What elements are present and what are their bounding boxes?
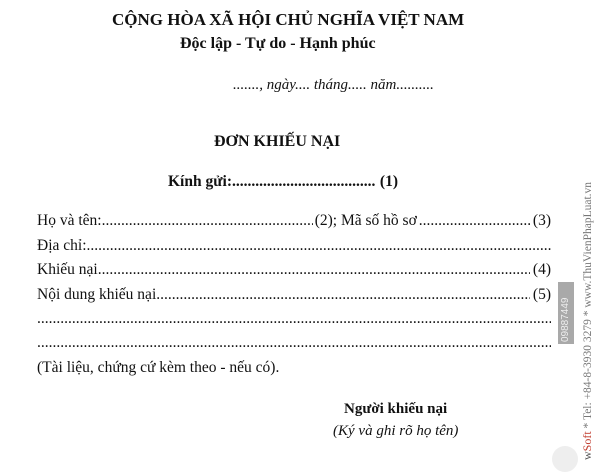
field-address[interactable] [37,237,551,257]
address-dots[interactable] [87,237,552,257]
watermark [580,182,595,460]
file-number-label: (2); Mã số hồ sơ [314,212,417,229]
note-3: (3) [532,212,551,229]
field-content[interactable] [37,286,551,306]
date-line: ......., ngày.... tháng..... năm.......... [233,77,434,93]
recipient-dots[interactable] [232,173,376,191]
content-label: Nội dung khiếu nại [37,286,157,303]
complaint-dots[interactable] [98,261,530,281]
content-line-extra-2[interactable] [37,334,551,354]
signature-note: (Ký và ghi rõ họ tên) [333,423,459,439]
field-name[interactable] [37,212,551,232]
name-label: Họ và tên: [37,212,102,229]
recipient-line [168,173,398,191]
document-title: ĐƠN KHIẾU NẠI [214,133,341,150]
address-label: Địa chỉ: [37,237,87,254]
attachments-note: (Tài liệu, chứng cứ kèm theo - nếu có). [37,359,280,376]
badge-number: 09887449 [560,297,571,342]
field-complaint[interactable] [37,261,551,281]
content-dots[interactable] [156,286,530,306]
corner-circle-icon [552,446,578,472]
watermark-badge [558,282,574,344]
name-dots[interactable] [102,212,313,232]
file-number-dots[interactable] [419,212,530,232]
complaint-label: Khiếu nại [37,261,98,278]
brand-prefix: w [580,451,594,460]
watermark-text: * Tel: +84-8-3930 3279 * www.ThuVienPhapLuat.vn [582,181,594,432]
motto: Độc lập - Tự do - Hạnh phúc [180,35,376,52]
recipient-note: (1) [379,173,398,190]
content-line-extra-1[interactable] [37,310,551,330]
signer-title: Người khiếu nại [344,401,448,417]
note-4: (4) [532,261,551,278]
recipient-label: Kính gửi: [168,173,232,190]
note-5: (5) [532,286,551,303]
nation-heading: CỘNG HÒA XÃ HỘI CHỦ NGHĨA VIỆT NAM [112,10,465,29]
brand: Soft [580,431,594,452]
